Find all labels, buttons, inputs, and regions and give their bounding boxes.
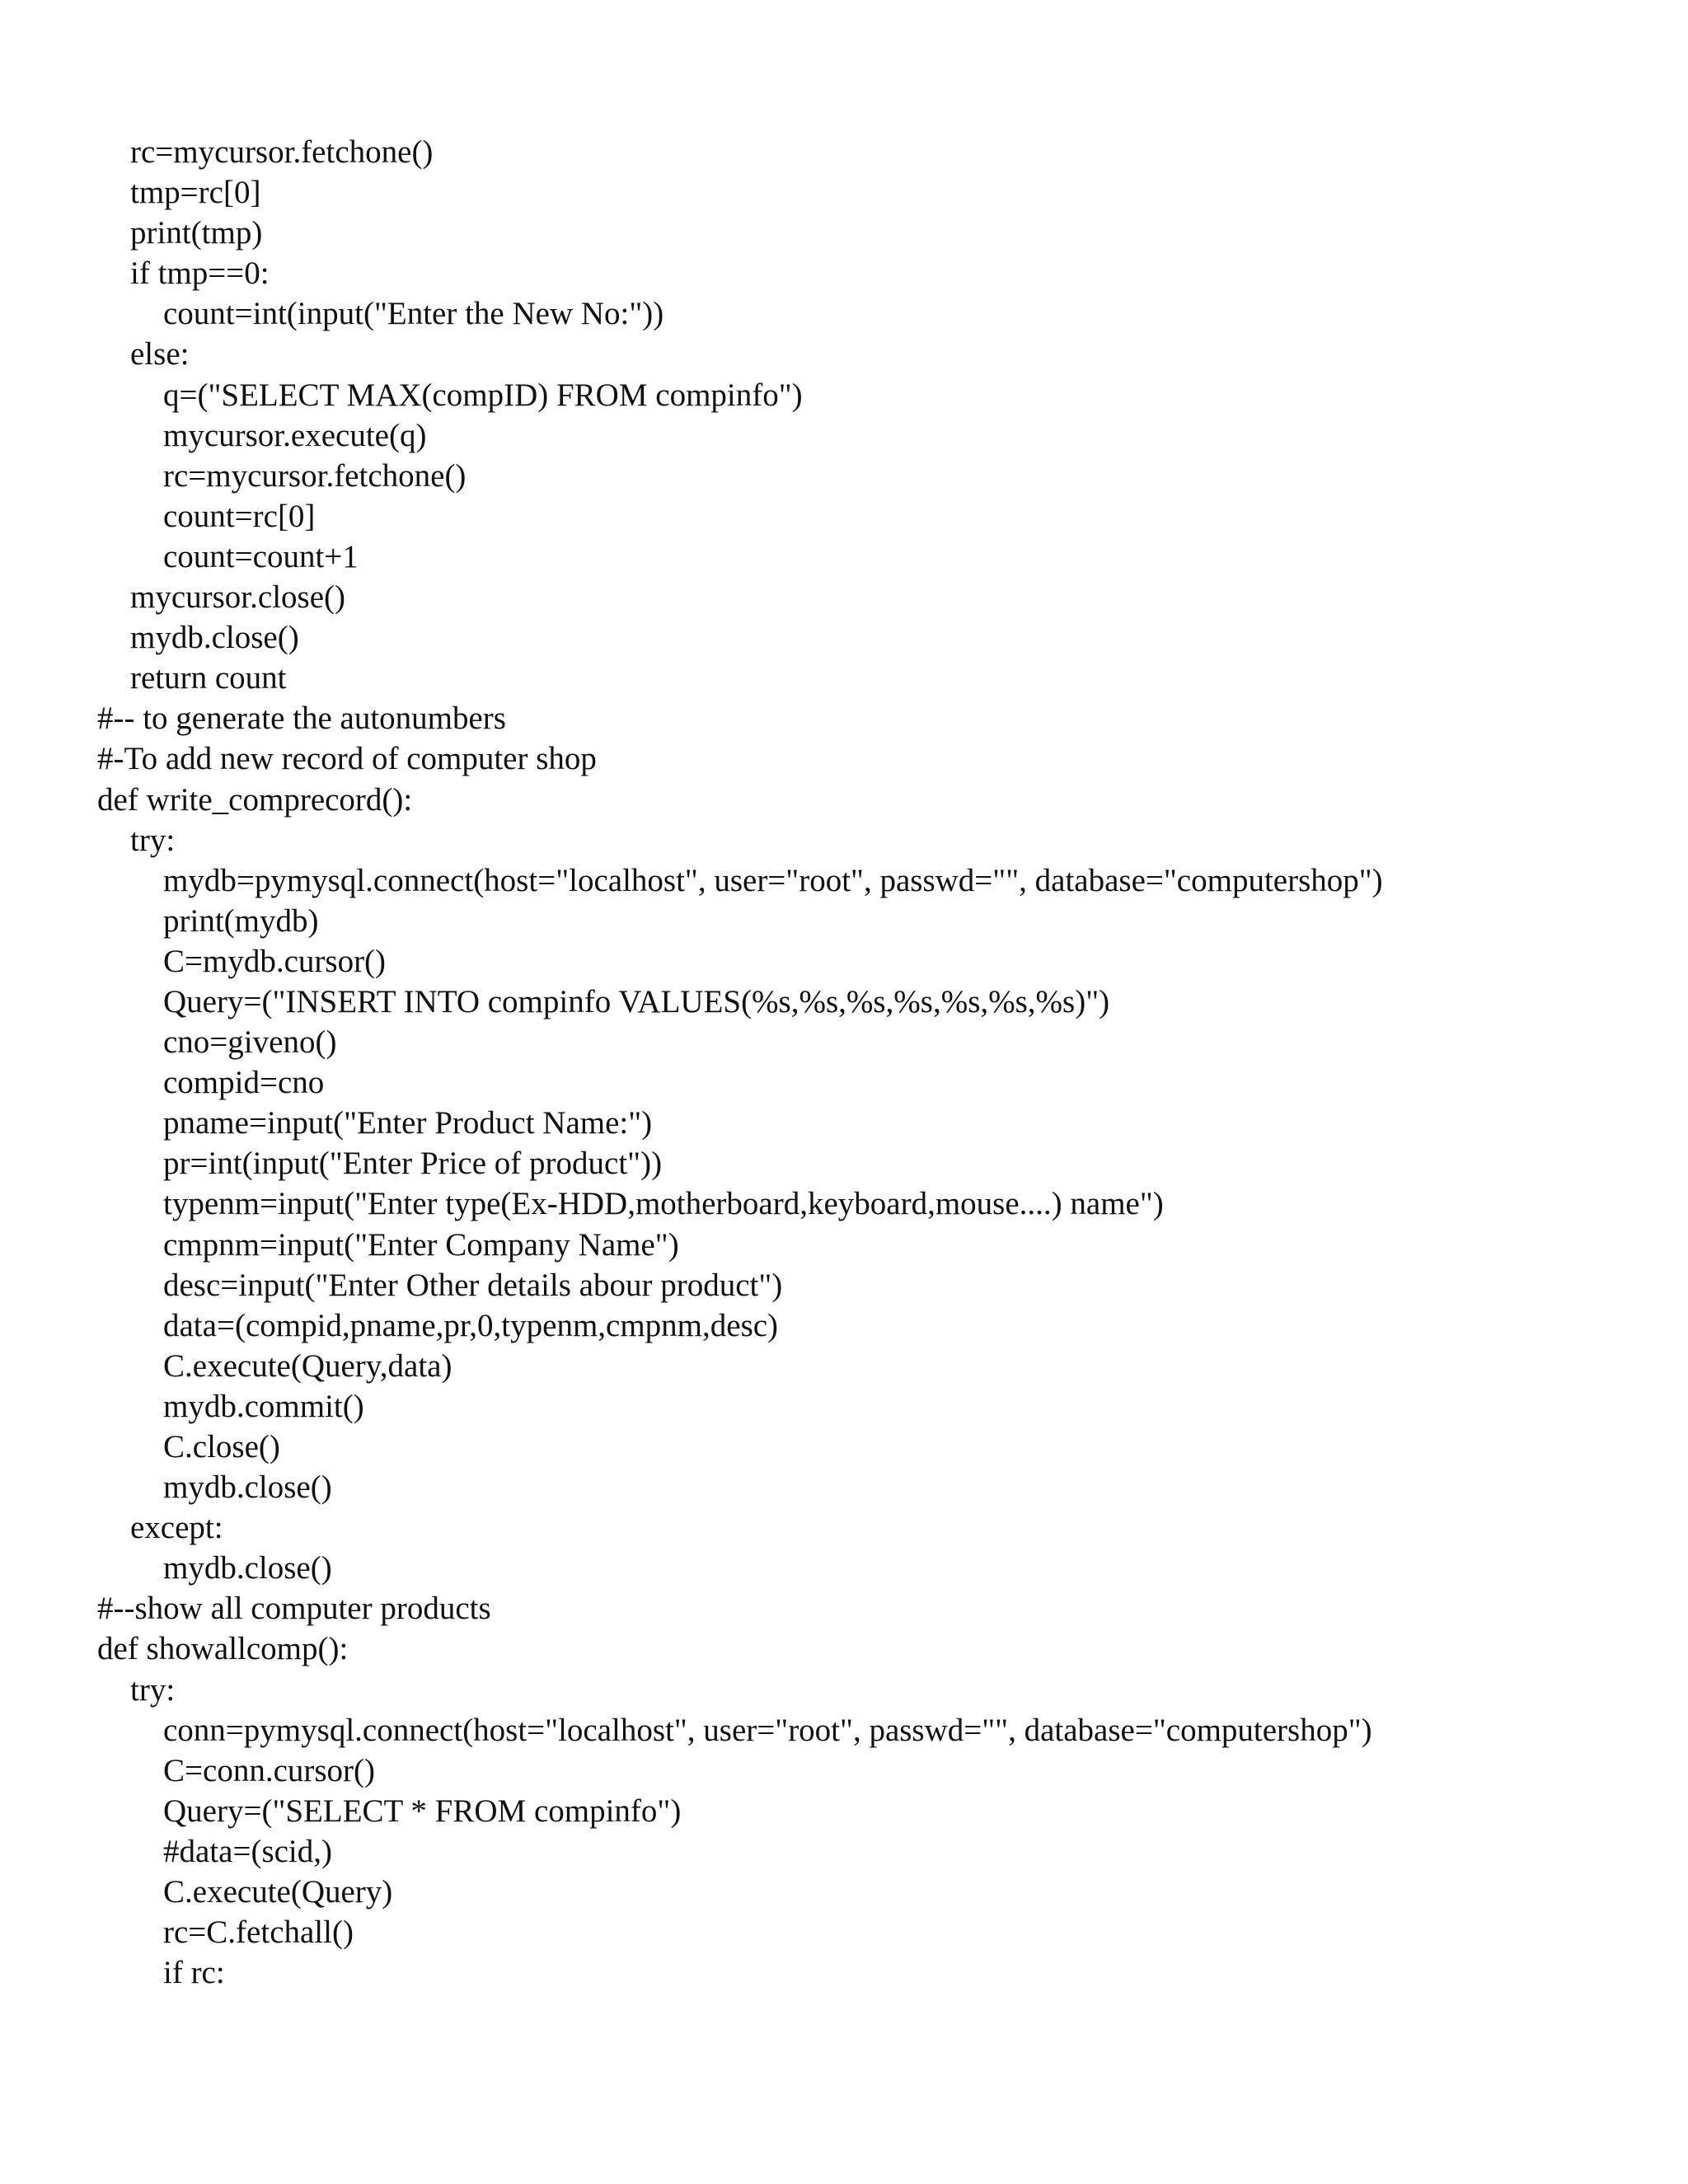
code-line: try: xyxy=(130,822,176,858)
code-line: data=(compid,pname,pr,0,typenm,cmpnm,desc) xyxy=(163,1307,779,1343)
code-line: mydb.close() xyxy=(163,1550,332,1586)
code-listing xyxy=(97,132,1647,1993)
code-line: print(mydb) xyxy=(163,902,319,939)
code-line: C=mydb.cursor() xyxy=(163,943,387,979)
code-line: count=count+1 xyxy=(163,538,359,574)
code-line: C.close() xyxy=(163,1429,280,1465)
code-line: count=rc[0] xyxy=(163,498,316,534)
code-line: mycursor.execute(q) xyxy=(163,417,427,453)
code-line: if tmp==0: xyxy=(130,255,270,292)
code-line: mydb.commit() xyxy=(163,1388,364,1424)
code-line: if rc: xyxy=(163,1955,225,1991)
code-line: pr=int(input("Enter Price of product")) xyxy=(163,1146,663,1182)
code-line: mydb.close() xyxy=(130,620,299,656)
code-line: else: xyxy=(130,336,190,373)
code-line: mycursor.close() xyxy=(130,579,346,616)
code-line: C.execute(Query,data) xyxy=(163,1347,452,1384)
code-line: pname=input("Enter Product Name:") xyxy=(163,1105,653,1141)
code-line: Query=("INSERT INTO compinfo VALUES(%s,%s,%s,%s,%s,%s,%s)") xyxy=(163,983,1110,1019)
code-line: tmp=rc[0] xyxy=(130,175,261,211)
code-line: cno=giveno() xyxy=(163,1024,337,1061)
code-line: q=("SELECT MAX(compID) FROM compinfo") xyxy=(163,377,803,413)
code-line: rc=mycursor.fetchone() xyxy=(130,134,434,170)
code-line: rc=C.fetchall() xyxy=(163,1915,354,1951)
code-line: except: xyxy=(130,1510,223,1546)
code-line: C=conn.cursor() xyxy=(163,1752,376,1788)
code-line: compid=cno xyxy=(163,1065,325,1101)
code-line: def write_comprecord(): xyxy=(97,781,413,818)
code-line: #-- to generate the autonumbers xyxy=(97,701,506,737)
code-line: #--show all computer products xyxy=(97,1591,491,1627)
code-line: mydb.close() xyxy=(163,1469,332,1506)
code-line: C.execute(Query) xyxy=(163,1874,393,1910)
code-line: desc=input("Enter Other details abour product") xyxy=(163,1267,783,1303)
code-line: count=int(input("Enter the New No:")) xyxy=(163,296,664,332)
code-line: cmpnm=input("Enter Company Name") xyxy=(163,1226,679,1263)
code-line: print(tmp) xyxy=(130,215,263,251)
code-line: conn=pymysql.connect(host="localhost", user="root", passwd="", database="computershop") xyxy=(163,1712,1372,1748)
code-line: try: xyxy=(130,1671,176,1708)
code-line: mydb=pymysql.connect(host="localhost", user="root", passwd="", database="computershop") xyxy=(163,862,1383,898)
code-line: #data=(scid,) xyxy=(163,1833,332,1869)
code-line: return count xyxy=(130,660,287,696)
code-line: def showallcomp(): xyxy=(97,1631,349,1667)
code-line: typenm=input("Enter type(Ex-HDD,motherboard,keyboard,mouse....) name") xyxy=(163,1186,1164,1222)
code-line: rc=mycursor.fetchone() xyxy=(163,457,467,494)
code-line: Query=("SELECT * FROM compinfo") xyxy=(163,1793,682,1829)
code-line: #-To add new record of computer shop xyxy=(97,741,597,777)
